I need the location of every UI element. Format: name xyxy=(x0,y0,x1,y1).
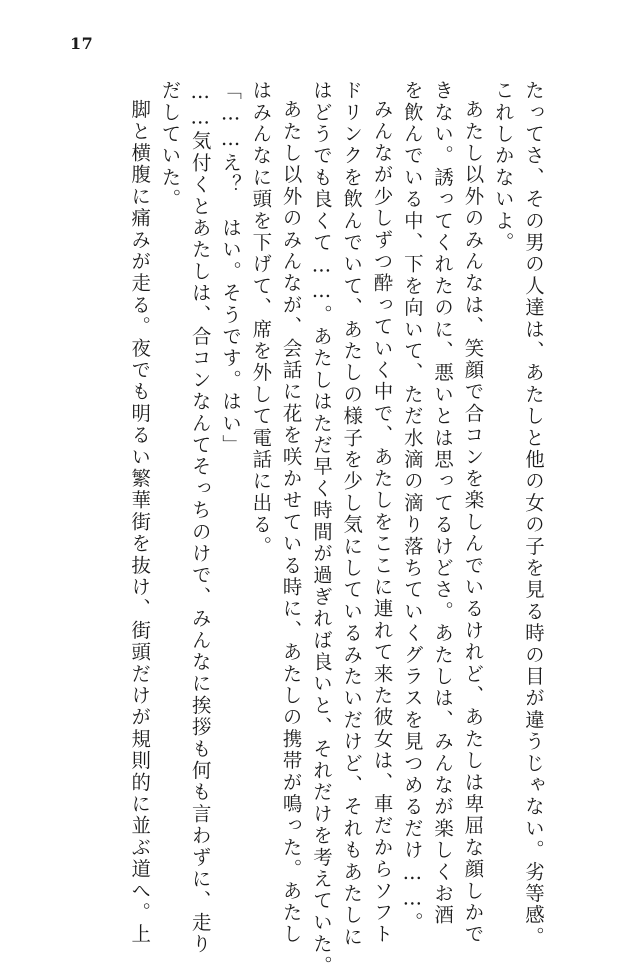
text-line: あたし以外のみんなが、会話に花を咲かせている時に、あたしの携帯が鳴った。あたし xyxy=(279,99,303,946)
dialogue-line: 「……え？ はい。そうです。はい」 xyxy=(219,80,243,457)
text-line: たってさ、その男の人達は、あたしと他の女の子を見る時の目が違うじゃない。劣等感。 xyxy=(522,80,545,948)
text-line: だしていた。 xyxy=(158,80,182,211)
text-line: を飲んでいる中、下を向いて、ただ水滴の滴り落ちていくグラスを見つめるだけ……。 xyxy=(400,80,424,934)
text-line: ドリンクを飲んでいて、あたしの様子を少し気にしているみたいだけど、それもあたしに xyxy=(340,80,364,948)
text-line: ……気付くとあたしは、合コンなんてそっちのけで、みんなに挨拶も何も言わずに、走り xyxy=(188,80,212,956)
text-line: はみんなに頭を下げて、席を外して電話に出る。 xyxy=(249,80,273,558)
page-number: 17 xyxy=(70,34,94,53)
text-line: きない。誘ってくれたのに、悪いとは思ってるけどさ。あたしは、みんなが楽しくお酒 xyxy=(431,80,455,927)
text-line: 脚と横腹に痛みが走る。夜でも明るい繁華街を抜け、街頭だけが規則的に並ぶ道へ。上 xyxy=(128,99,152,946)
text-line: はどうでも良くて……。あたしはただ早く時間が過ぎれば良いと、それだけを考えていた。 xyxy=(309,80,333,977)
text-line: みんなが少しずつ酔っていく中で、あたしをここに連れて来た彼女は、車だからソフト xyxy=(370,99,394,946)
body-text xyxy=(95,80,548,977)
text-line: これしかないよ。 xyxy=(491,80,515,254)
text-line: あたし以外のみんなは、笑顔で合コンを楽しんでいるけれど、あたしは卑屈な顔しかで xyxy=(461,99,485,946)
